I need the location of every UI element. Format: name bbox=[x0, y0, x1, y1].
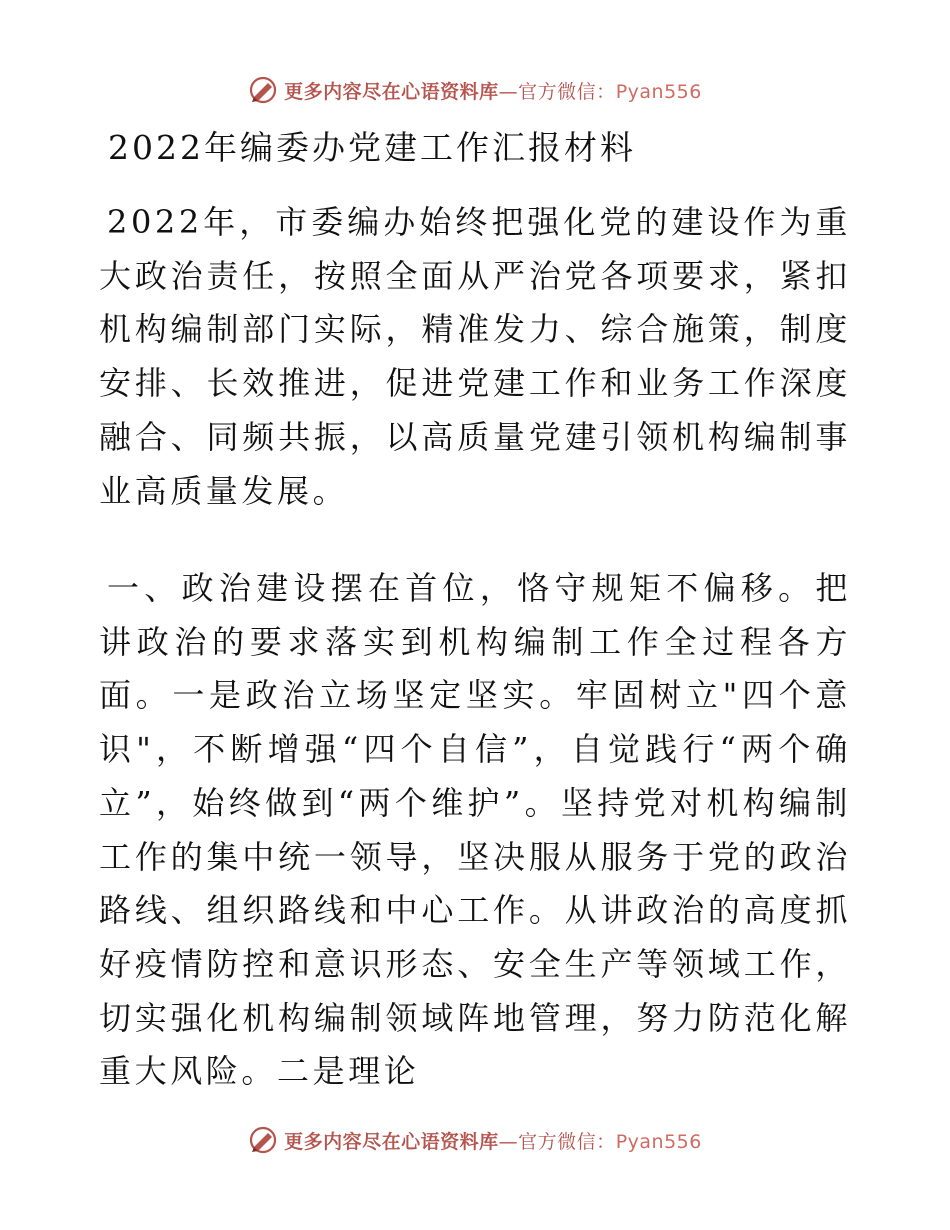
document-title: 2022年编委办党建工作汇报材料 bbox=[108, 128, 636, 167]
watermark-official: 官方微信： bbox=[518, 80, 616, 103]
watermark-official: 官方微信： bbox=[518, 1130, 616, 1153]
pen-logo-icon bbox=[248, 75, 278, 105]
paragraph-section-1: 一、政治建设摆在首位，恪守规矩不偏移。把讲政治的要求落实到机构编制工作全过程各方面。一是政治立场坚定坚实。牢固树立"四个意识"，不断增强“四个自信”，自觉践行“两个确立”，始终做到“两个维护”。坚持党对机构编制工作的集中统一领导，坚决服从服务于党的政治路线、组织路线和中心工作。从讲政治的高度抓好疫情防控和意识形态、安全生产等领域工作，切实强化机构编制领域阵地管理，努力防范化解重大风险。二是理论 bbox=[99, 569, 851, 1091]
watermark-dash: — bbox=[498, 80, 519, 103]
watermark-handle: Pyan556 bbox=[615, 80, 702, 103]
watermark-handle: Pyan556 bbox=[615, 1130, 702, 1153]
watermark-text bbox=[284, 77, 702, 104]
watermark-text bbox=[284, 1127, 702, 1154]
watermark-banner-top bbox=[0, 70, 950, 110]
pen-logo-icon bbox=[248, 1125, 278, 1155]
watermark-banner-bottom bbox=[0, 1120, 950, 1160]
watermark-dash: — bbox=[498, 1130, 519, 1153]
watermark-main: 更多内容尽在心语资料库 bbox=[284, 1130, 499, 1153]
watermark-main: 更多内容尽在心语资料库 bbox=[284, 80, 499, 103]
paragraph-intro: 2022年，市委编办始终把强化党的建设作为重大政治责任，按照全面从严治党各项要求，紧扣机构编制部门实际，精准发力、综合施策，制度安排、长效推进，促进党建工作和业务工作深度融合、同频共振，以高质量党建引领机构编制事业高质量发展。 bbox=[99, 203, 851, 510]
